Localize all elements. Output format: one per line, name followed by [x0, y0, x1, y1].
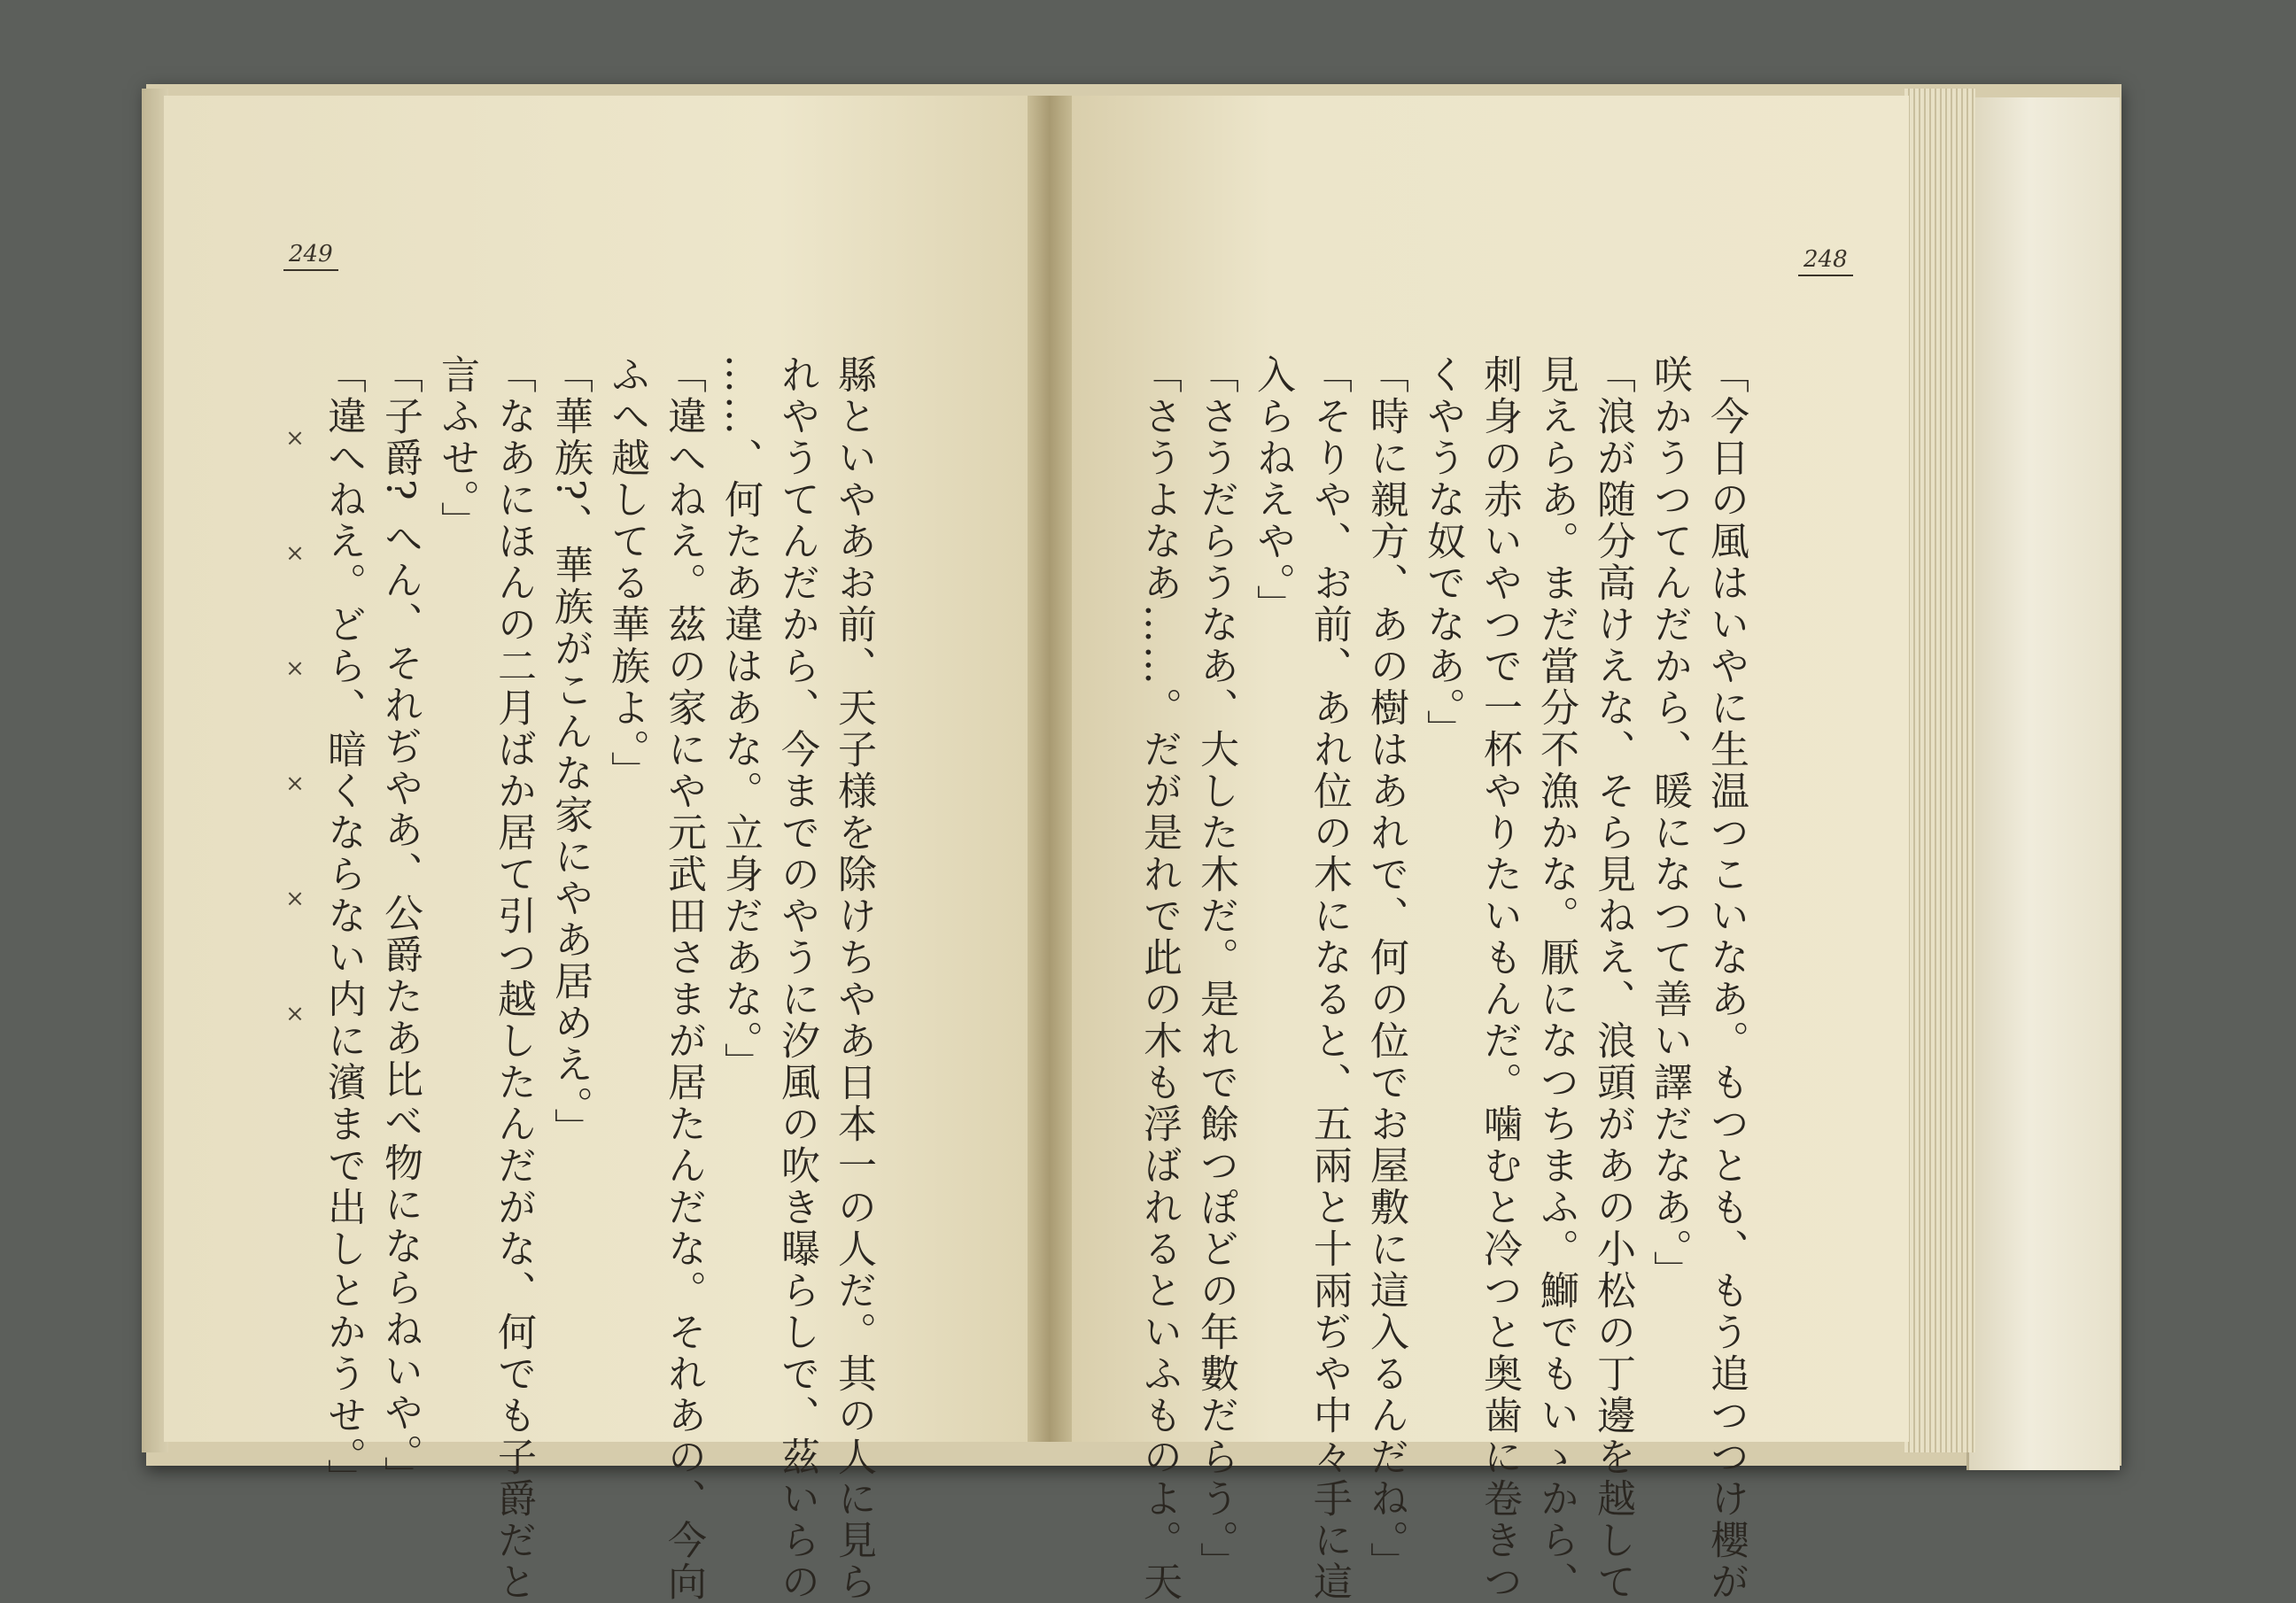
- text-line: れやうてんだから、今までのやうに汐風の吹き曝らしで、茲いらの: [774, 354, 819, 1603]
- text-line: くやうな奴でなあ。」: [1420, 354, 1465, 751]
- right-page-number: 248: [1798, 246, 1853, 276]
- text-line: 「そりや、お前、あれ位の木になると、五兩と十兩ぢや中々手に這: [1307, 354, 1352, 1603]
- text-line: ふへ越してる華族よ。」: [604, 354, 649, 793]
- text-line: 咲かうつてんだから、暖になつて善い譯だなあ。」: [1647, 354, 1692, 1292]
- section-break-marks: [282, 425, 308, 1027]
- text-line: 「子爵? へん、それぢやあ、公爵たあ比べ物にならねいや。」: [377, 354, 423, 1498]
- right-page-text: [1136, 354, 1754, 1603]
- text-line: 「浪が随分高けえな、そら見ねえ、浪頭があの小松の丁邊を越して: [1590, 354, 1635, 1603]
- text-line: 見えらあ。まだ當分不漁かな。厭になつちまふ。鰤でもいゝから、: [1533, 354, 1578, 1603]
- break-mark: ×: [285, 540, 305, 567]
- text-line: 「違へねえ。どら、暗くならない内に濱まで出しとかうせ。」: [321, 354, 366, 1500]
- text-line: ……、何たあ違はあな。立身だあな。」: [718, 354, 763, 1084]
- break-mark: ×: [285, 771, 305, 797]
- text-line: 入らねえや。」: [1250, 354, 1295, 626]
- left-page-number: 249: [283, 241, 338, 271]
- left-page-text: [314, 354, 881, 1603]
- text-line: 言ふせ。」: [434, 354, 479, 543]
- break-mark: ×: [285, 425, 305, 452]
- text-line: 「さうよなあ……。だが是れで此の木も浮ばれるといふものよ。天: [1136, 354, 1182, 1603]
- break-mark: ×: [285, 886, 305, 912]
- break-mark: ×: [285, 655, 305, 682]
- text-line: 「時に親方、あの樹はあれで、何の位でお屋敷に這入るんだね。」: [1363, 354, 1408, 1584]
- text-line: 「違へねえ。茲の家にや元武田さまが居たんだな。それあの、今向: [661, 354, 706, 1603]
- book-gutter: [1028, 96, 1072, 1442]
- text-line: 「なあにほんの二月ばか居て引つ越したんだがな、何でも子爵だと: [491, 354, 536, 1603]
- text-line: 「さうだらうなあ、大した木だ。是れで餘つぽどの年數だらう。」: [1193, 354, 1238, 1584]
- text-line: 「今日の風はいやに生温つこいなあ。もつとも、もう追つつけ櫻が: [1703, 354, 1749, 1603]
- text-line: 刺身の赤いやつで一杯やりたいもんだ。噛むと冷つと奥歯に卷きつ: [1477, 354, 1522, 1603]
- text-line: 縣といやあお前、天子様を除けちやあ日本一の人だ。其の人に見ら: [831, 354, 876, 1603]
- text-line: 「華族?、華族がこんな家にやあ居めえ。」: [547, 354, 593, 1150]
- book-cover-edge: [1966, 97, 2120, 1470]
- break-mark: ×: [285, 1001, 305, 1027]
- page-stack-edge: [1904, 89, 1975, 1452]
